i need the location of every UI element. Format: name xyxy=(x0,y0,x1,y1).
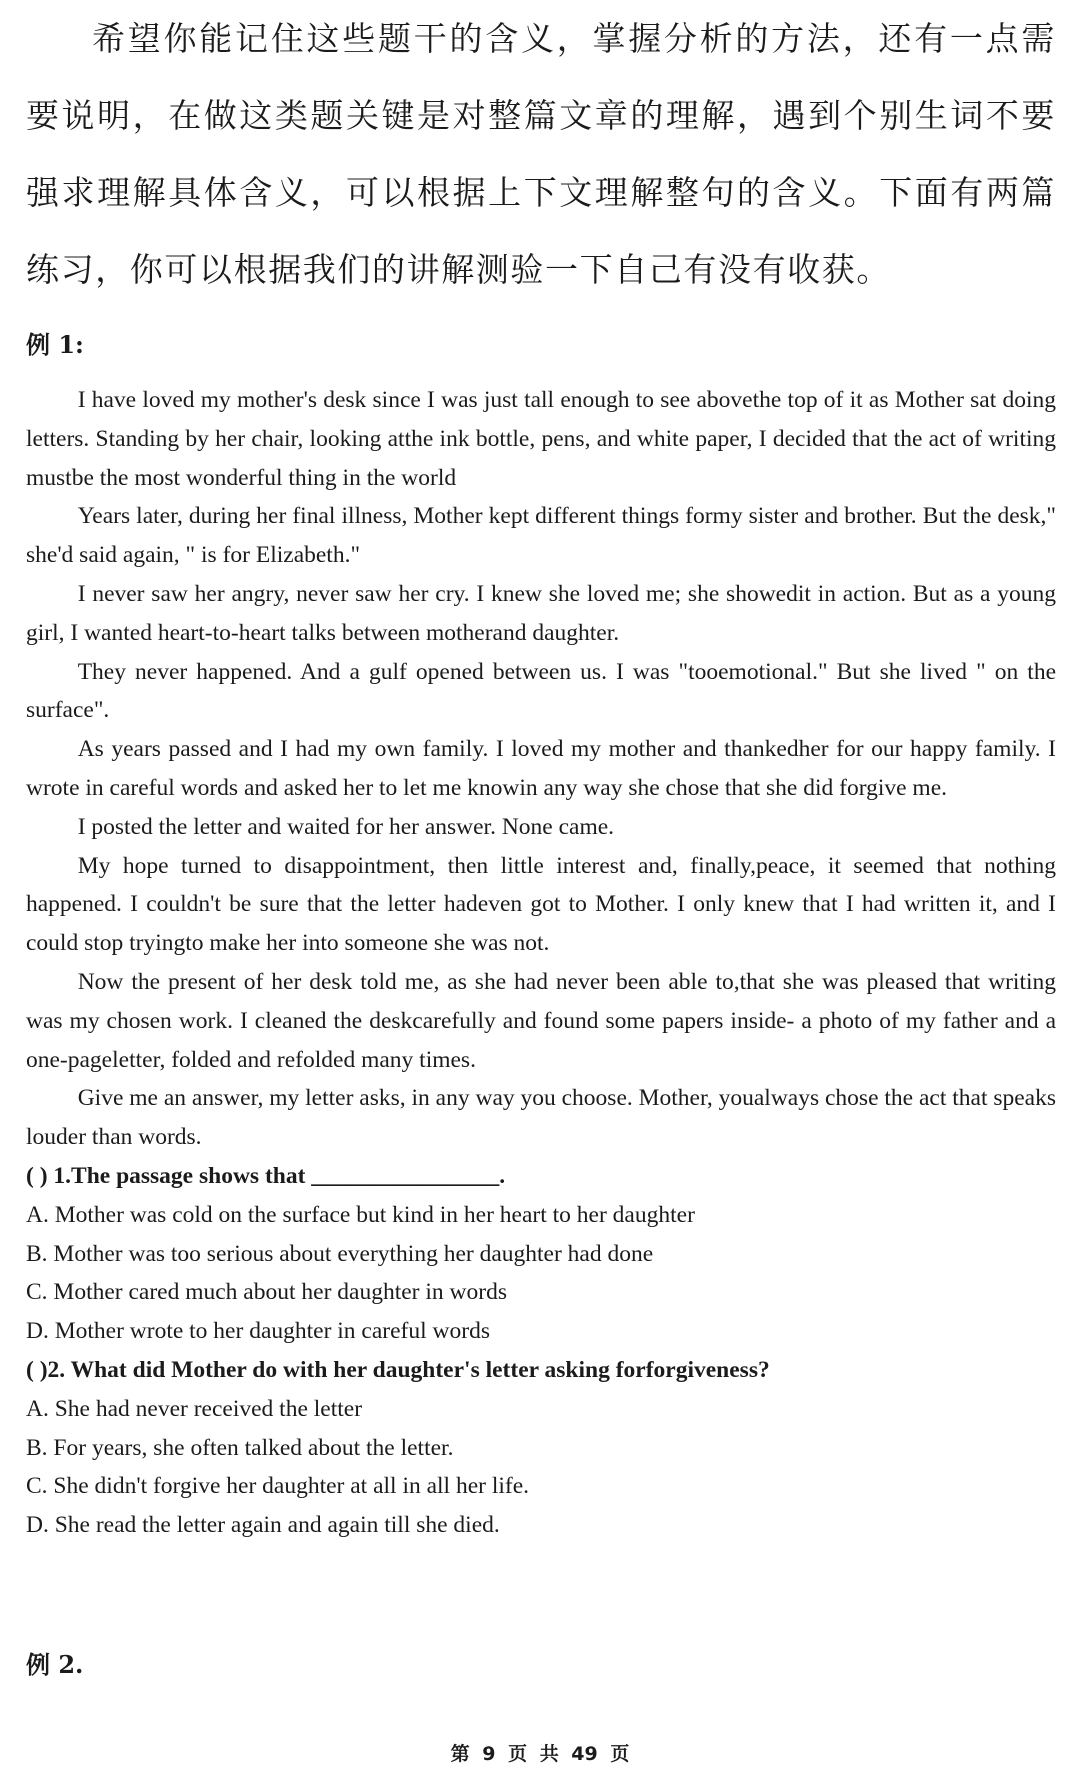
passage-paragraph: Years later, during her final illness, Mother kept different things formy sister and brother. But the desk," she'd said again, " is for Elizabeth." xyxy=(26,503,1056,569)
question-1-option-a: A. Mother was cold on the surface but kind in her heart to her daughter xyxy=(26,1201,695,1228)
passage-paragraph: As years passed and I had my own family. I loved my mother and thankedher for our happy family. I wrote in careful words and asked her to let me knowin any way she chose that she did forgive me. xyxy=(26,736,1056,801)
passage-paragraph: I posted the letter and waited for her answer. None came. xyxy=(77,813,615,840)
reading-passage xyxy=(26,381,1056,1545)
example-1-heading: 例 1: xyxy=(26,330,84,359)
question-1-option-d: D. Mother wrote to her daughter in careful words xyxy=(26,1318,490,1345)
question-1-option-b: B. Mother was too serious about everything her daughter had done xyxy=(26,1240,654,1267)
passage-paragraph: My hope turned to disappointment, then little interest and, finally,peace, it seemed that nothing happened. I couldn't be sure that the letter hadeven got to Mother. I only knew that I had written it, and I could stop tryingto make her into someone she was not. xyxy=(26,852,1056,957)
passage-paragraph: They never happened. And a gulf opened between us. I was "tooemotional." But she lived " on the surface". xyxy=(26,658,1056,724)
page-footer: 第 9 页 共 49 页 xyxy=(450,1743,630,1765)
question-2-option-a: A. She had never received the letter xyxy=(26,1395,363,1422)
question-1-stem: ( ) 1.The passage shows that ________________. xyxy=(26,1162,506,1189)
question-2-option-d: D. She read the letter again and again till she died. xyxy=(26,1512,500,1539)
passage-paragraph: Now the present of her desk told me, as she had never been able to,that she was pleased that writing was my chosen work. I cleaned the deskcarefully and found some papers inside- a photo of my father and a one-pageletter, folded and refolded many times. xyxy=(26,968,1056,1073)
question-2-stem: ( )2. What did Mother do with her daughter's letter asking forforgiveness? xyxy=(26,1356,770,1383)
passage-paragraph: Give me an answer, my letter asks, in any way you choose. Mother, youalways chose the act that speaks louder than words. xyxy=(26,1085,1057,1151)
question-2-option-c: C. She didn't forgive her daughter at all in all her life. xyxy=(26,1473,530,1500)
passage-paragraph: I have loved my mother's desk since I was just tall enough to see abovethe top of it as Mother sat doing letters. Standing by her chair, looking atthe ink bottle, pens, and white paper, I decided that the act of writing mustbe the most wonderful thing in the world xyxy=(26,387,1056,491)
question-2-option-b: B. For years, she often talked about the letter. xyxy=(26,1434,454,1461)
question-1-option-c: C. Mother cared much about her daughter in words xyxy=(26,1279,507,1306)
intro-paragraph: 希望你能记住这些题干的含义，掌握分析的方法，还有一点需要说明，在做这类题关键是对整篇文章的理解，遇到个别生词不要强求理解具体含义，可以根据上下文理解整句的含义。下面有两篇练习，你可以根据我们的讲解测验一下自己有没有收获。 xyxy=(26,19,1056,289)
passage-paragraph: I never saw her angry, never saw her cry. I knew she loved me; she showedit in action. But as a young girl, I wanted heart-to-heart talks between motherand daughter. xyxy=(26,580,1056,646)
example-2-heading: 例 2. xyxy=(26,1650,84,1679)
